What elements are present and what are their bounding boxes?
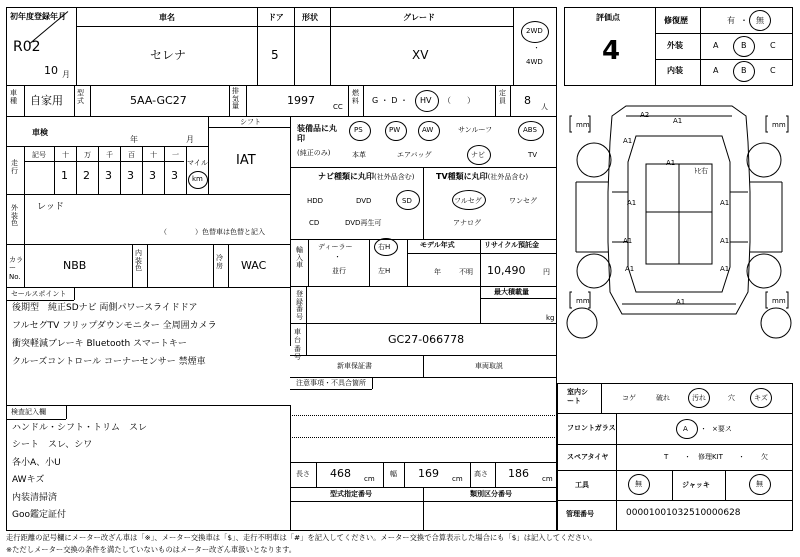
width-value: 169 xyxy=(418,467,439,480)
diagram-mm-bl: mm xyxy=(576,297,590,305)
shift-label: シフト xyxy=(240,118,261,126)
mile-label: マイル xyxy=(187,159,208,167)
digit-divider xyxy=(98,146,99,194)
mileage-digit: 2 xyxy=(83,169,90,182)
height-label: 高さ xyxy=(474,470,488,478)
displacement-value: 1997 xyxy=(287,94,315,107)
first-reg-era: R02 xyxy=(13,39,41,55)
grade-value: XV xyxy=(412,48,429,62)
score-label: 評価点 xyxy=(596,13,620,22)
equipment-label: 装備品に丸印 xyxy=(297,124,337,144)
ac-value: WAC xyxy=(241,259,267,272)
notes-label: 注意事項・不具合箇所 xyxy=(296,379,366,387)
first-reg-label: 初年度登録年月 xyxy=(10,12,66,21)
management-value: 00001001032510000628 xyxy=(626,508,741,518)
recycle-yen: 円 xyxy=(543,268,550,276)
navi-dvd-play: DVD再生可 xyxy=(345,219,382,227)
windshield-label: フロントガラス xyxy=(567,424,616,432)
displacement-label: 排気量 xyxy=(232,87,239,111)
new-warranty: 新車保証書 xyxy=(337,362,372,370)
repair-yes: 有 xyxy=(727,16,735,25)
diagram-mm-br: mm xyxy=(772,297,786,305)
category-value: 自家用 xyxy=(30,94,63,107)
mileage-digit: 3 xyxy=(105,169,112,182)
sales-point-1: 後期型 純正SDナビ 両側パワースライドドア xyxy=(12,303,198,313)
interior-grade-c: C xyxy=(770,66,776,75)
exterior-grade-c: C xyxy=(770,41,776,50)
digit-divider xyxy=(120,146,121,194)
model-year-unknown: 不明 xyxy=(459,268,473,276)
model-label: 型式 xyxy=(77,89,84,105)
digit-header: 一 xyxy=(172,151,179,159)
digit-divider xyxy=(164,146,165,194)
digit-header: 百 xyxy=(128,151,135,159)
mileage-label: 走行 xyxy=(11,159,18,175)
fuel-hv: HV xyxy=(420,96,432,105)
mileage-digit: 1 xyxy=(61,169,68,182)
dmg-a1-10: A1 xyxy=(676,298,686,306)
capacity-label: 定員 xyxy=(499,89,506,105)
tv-type-label: TV種類に丸印(社外品含む) xyxy=(436,172,529,181)
digit-divider xyxy=(186,146,187,194)
repair-no: 無 xyxy=(756,16,764,25)
repair-dot: ・ xyxy=(740,16,748,25)
jack-label: ジャッキ xyxy=(682,481,710,489)
drive-4wd: 4WD xyxy=(526,58,543,66)
exterior-color-label: 外装色 xyxy=(11,204,18,228)
import-left-h: 左H xyxy=(378,267,391,275)
model-year-unit: 年 xyxy=(434,268,441,276)
windshield-replace: ×要ス xyxy=(712,425,732,433)
height-value: 186 xyxy=(508,467,529,480)
import-parallel: 並行 xyxy=(332,267,346,275)
inspect-note-4: AWキズ xyxy=(12,475,45,485)
chassis-value: GC27-066778 xyxy=(388,333,465,346)
import-label: 輸入車 xyxy=(296,246,303,270)
import-dealer: ディーラー xyxy=(318,243,353,251)
spare-dot1: ・ xyxy=(684,453,691,461)
dmg-a1-9: A1 xyxy=(720,265,730,273)
import-dot: ・ xyxy=(334,253,341,261)
sales-point-4: クルーズコントロール コーナーセンサー 禁煙車 xyxy=(12,357,206,367)
inspect-note-6: Goo鑑定証付 xyxy=(12,510,66,520)
dmg-a1-4: A1 xyxy=(627,199,637,207)
exterior-color-note: （ ）色替車は色替と記入 xyxy=(160,228,265,236)
equip-abs: ABS xyxy=(523,126,537,134)
dmg-right: ﾄﾋ右 xyxy=(694,167,708,175)
digit-divider xyxy=(142,146,143,194)
color-code-label: カラーNo. xyxy=(9,256,23,281)
type-num-label: 型式指定番号 xyxy=(330,490,372,498)
inspect-note-1: ハンドル・シフト・トリム スレ xyxy=(12,423,148,433)
digit-divider xyxy=(76,146,77,194)
spare-repair-kit: 修理KIT xyxy=(698,453,723,461)
spare-dot2: ・ xyxy=(738,453,745,461)
mileage-sign: 記号 xyxy=(32,151,46,159)
equip-leather: 本革 xyxy=(352,151,366,159)
drive-2wd: 2WD xyxy=(526,27,543,35)
navi-dvd: DVD xyxy=(356,197,372,205)
seat-tear: 破れ xyxy=(656,394,670,402)
exterior-grade-a: A xyxy=(713,41,719,50)
digit-header: 十 xyxy=(62,151,69,159)
chassis-label: 車台番号 xyxy=(294,328,301,362)
inspect-note-5: 内装清掃済 xyxy=(12,493,58,503)
dmg-a2: A2 xyxy=(640,111,650,119)
seat-scratch: キズ xyxy=(754,394,768,402)
jack-none: 無 xyxy=(756,480,763,488)
sales-point-3: 衝突軽減ブレーキ Bluetooth スマートキー xyxy=(12,339,187,349)
door-value: 5 xyxy=(271,48,279,62)
km-label: km xyxy=(192,175,203,183)
fuel-label: 燃料 xyxy=(352,89,359,105)
equipment-sub: (純正のみ) xyxy=(297,149,331,157)
spare-none: 欠 xyxy=(761,453,768,461)
repair-label: 修復歴 xyxy=(664,16,688,25)
category-label: 車種 xyxy=(10,89,17,105)
interior-seat-label: 室内シート xyxy=(567,388,588,406)
mileage-digit: 3 xyxy=(149,169,156,182)
capacity-value: 8 xyxy=(524,94,531,107)
score-value: 4 xyxy=(602,36,621,66)
reg-label: 登録番号 xyxy=(296,290,303,322)
model-year-label: モデル年式 xyxy=(420,241,455,249)
navi-cd: CD xyxy=(309,219,320,227)
diagram-mm-tl: mm xyxy=(576,121,590,129)
dmg-a1-3: A1 xyxy=(666,159,676,167)
equip-navi: ナビ xyxy=(471,151,485,159)
shaken-year: 年 xyxy=(130,135,138,144)
inspect-note-3: 各小A、小U xyxy=(12,458,61,468)
seat-burn: コゲ xyxy=(622,394,636,402)
fuel-paren: （ ） xyxy=(443,96,475,105)
shape-label: 形状 xyxy=(302,13,318,22)
digit-header: 千 xyxy=(106,151,113,159)
month-unit: 月 xyxy=(62,70,70,79)
exterior-grade-label: 外装 xyxy=(667,41,683,50)
windshield-a: A xyxy=(683,425,688,433)
height-cm: cm xyxy=(542,475,553,483)
inspect-note-2: シート スレ、シワ xyxy=(12,440,93,450)
inspect-notes-label: 検査記入欄 xyxy=(11,408,46,416)
max-load-label: 最大積載量 xyxy=(494,288,529,296)
model-value: 5AA-GC27 xyxy=(130,94,187,107)
length-cm: cm xyxy=(364,475,375,483)
recycle-label: リサイクル預託金 xyxy=(484,241,540,249)
shaken-label: 車検 xyxy=(32,128,48,137)
exterior-grade-b: B xyxy=(741,41,747,50)
equip-airbag: エアバッグ xyxy=(397,151,432,159)
navi-type-label: ナビ種類に丸印(社外品含む) xyxy=(318,172,415,181)
tools-label: 工具 xyxy=(575,481,589,489)
first-reg-month: 10 xyxy=(44,64,58,77)
equip-sunroof: サンルーフ xyxy=(458,126,493,134)
equip-aw: AW xyxy=(422,126,434,134)
dmg-a1-6: A1 xyxy=(623,237,633,245)
drive-dot: ・ xyxy=(533,44,540,52)
footer-line-1: 走行距離の記号欄にメーター改ざん車は「※」、メーター交換車は「$」、走行不明車は「#」を記入してください。メーター交換で合算表示した場合にも「$」は記入してください。 xyxy=(6,533,597,542)
interior-grade-b: B xyxy=(741,66,747,75)
ac-label: 冷房 xyxy=(216,254,223,270)
diagram-mm-tr: mm xyxy=(772,121,786,129)
seat-dirt: 汚れ xyxy=(692,394,706,402)
mileage-digit: 3 xyxy=(127,169,134,182)
tv-oneseg: ワンセグ xyxy=(509,197,537,205)
digit-divider xyxy=(54,146,55,194)
class-num-label: 類別区分番号 xyxy=(470,490,512,498)
mileage-digit: 3 xyxy=(171,169,178,182)
car-name: セレナ xyxy=(150,48,187,62)
dmg-a1-7: A1 xyxy=(720,237,730,245)
navi-sd: SD xyxy=(402,197,412,205)
length-value: 468 xyxy=(330,467,351,480)
cc-unit: CC xyxy=(333,103,343,111)
digit-header: 十 xyxy=(150,151,157,159)
dmg-a1-2: A1 xyxy=(623,137,633,145)
sales-point-2: フルセグTV フリップダウンモニター 全周囲カメラ xyxy=(12,321,217,331)
tools-none: 無 xyxy=(635,480,642,488)
fuel-options: G ・ D ・ xyxy=(372,96,408,105)
door-label: ドア xyxy=(268,13,284,22)
dmg-a1-5: A1 xyxy=(720,199,730,207)
length-label: 長さ xyxy=(296,470,310,478)
interior-color-label: 内装色 xyxy=(135,249,142,273)
spare-tire-label: スペアタイヤ xyxy=(567,453,609,461)
width-label: 幅 xyxy=(390,470,397,478)
import-right-h: 右H xyxy=(378,243,391,251)
kg-unit: kg xyxy=(546,314,555,322)
management-label: 管理番号 xyxy=(566,510,594,518)
spare-t: T xyxy=(664,453,669,461)
color-code-value: NBB xyxy=(63,259,87,272)
interior-grade-a: A xyxy=(713,66,719,75)
interior-grade-label: 内装 xyxy=(667,66,683,75)
equip-pw: PW xyxy=(389,126,401,134)
digit-header: 万 xyxy=(84,151,91,159)
grade-label: グレード xyxy=(403,13,435,22)
footer-line-2: ※ただしメーター交換の条件を満たしていないものはメーター改ざん車扱いとなります。 xyxy=(6,545,297,554)
shift-value: IAT xyxy=(236,153,256,168)
person-unit: 人 xyxy=(541,103,548,111)
dmg-a1-8: A1 xyxy=(625,265,635,273)
manual: 車両取説 xyxy=(475,362,503,370)
car-name-label: 車名 xyxy=(159,13,175,22)
tv-fullseg: フルセグ xyxy=(454,197,482,205)
seat-hole: 穴 xyxy=(728,394,735,402)
navi-hdd: HDD xyxy=(307,197,324,205)
sales-points-label: セールスポイント xyxy=(11,290,67,298)
tv-analog: アナログ xyxy=(453,219,481,227)
recycle-value: 10,490 xyxy=(487,264,526,277)
equip-ps: PS xyxy=(354,126,363,134)
width-cm: cm xyxy=(452,475,463,483)
shaken-month: 月 xyxy=(186,135,194,144)
equip-tv: TV xyxy=(528,151,538,159)
windshield-dot: ・ xyxy=(700,425,707,433)
exterior-color-value: レッド xyxy=(37,202,64,212)
dmg-a1-1: A1 xyxy=(673,117,683,125)
